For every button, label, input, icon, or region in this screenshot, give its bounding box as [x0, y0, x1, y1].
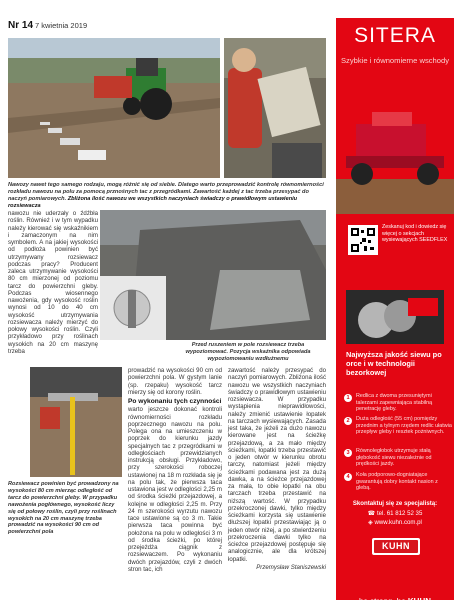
- article-subheading: Po wykonaniu tych czynności: [128, 398, 222, 405]
- photo-measuring-containers: [224, 38, 326, 178]
- caption-middle: Przed ruszeniem w pole rozsiewacz trzeba wypoziomować. Pozycja wskaźnika odpowiada wypoziomowaniu wzdłużnemu: [185, 342, 311, 362]
- article-col1: nawozu nie uderzały o źdźbła roślin. Również i w tym wypadku należy kierować się wskaźnikiem i zamaczonym na nim symbolem. A na jakiej wysokości od podłoża powinien być utrzymywany rozsiewacz podczas pracy? Producent zaleca utrzymywanie wysokości 80 cm mierzonej od poziomu tarcz do powierzchni gleby. Podczas wiosennego nawożenia, gdy wysokość roślin wynosi od 10 do 40 cm wysokość utrzymywania rozsiewacza należy mierzyć do połowy wysokości roślin. Czyli przykładowo przy roślinach wysokich na 20 cm maszynę trzeba: [8, 210, 98, 355]
- photo-spreader-indicator: [100, 210, 326, 340]
- contact-phone[interactable]: [336, 510, 454, 518]
- article-col2-body: warto jeszcze dokonać kontroli równomierności rozkładu poprzecznego nawozu na polu. Polega ona na umieszczeniu w poprzek do kierunku jazdy specjalnych tac z przegródkami w odległościach przewidzianych instrukcją obsługi. Przykładowo, przy szerokości roboczej ustawionej na 18 m rozkłada się je na polu tak, że pierwsza taca ustawiona jest w odległości 2,25 m od środka ścieżki przejazdowej, a kolejne w odległości 2,25 m. Przy 24 m szerokości wyrzutu nawozu tace ustawione są co 3 m. Takie pierwsza taca powinna być położona na polu w odległości 3 m od środka ścieżki, po której przejeżdża ciągnik z rozsiewaczem. Po wykonaniu dwóch przejazdów, czyli z dwóch stron tac, ich: [128, 406, 222, 573]
- article-col3-body: zawartość należy przesypać do naczyń pomiarowych. Zbliżona ilość nawozu we wszystkich naczyniach świadczy o prawidłowym ustawieniu rozsiewacza. W przypadku wystąpienia nieprawidłowości, należy zmienić ustawienie łopatek na tarczach wysiewających. Zasada jest taka, że jeżeli za dużo nawozu kierowane jest na ścieżkę przejazdową, a za mało między ścieżkami, łopatki trzeba przestawić o jeden otwór w kierunku obrotu tarczy, natomiast jeżeli między ścieżkami podawana jest za dużą dawka, a na ścieżce przejazdowej za mała, to obie łopatki na obu tarczach trzeba przestawić na niższą wartość. W przypadku przekroczonej dawki, tylko między ścieżkami korzysta się ustawienie dłuższej łopatki przestawiając ją o jeden otwór niżej, a po stwierdzeniu przekroczenia dawki tylko na ścieżce przejazdowej postępuje się analogicznie, ale dla krótszej łopatki.: [228, 367, 326, 563]
- qr-caption: Zeskanuj kod i dowiedz się więcej o sekcjach wysiewających SEEDFLEX: [382, 224, 448, 244]
- kuhn-logo-text: KUHN: [382, 541, 410, 551]
- feature-number: 3: [344, 449, 352, 457]
- phone-number: tel. 61 812 52 35: [376, 510, 423, 517]
- slogan-prefix: be strong, be: [358, 597, 408, 606]
- feature-number: 2: [344, 417, 352, 425]
- website-link: www.kuhn.com.pl: [374, 519, 422, 526]
- feature-item: [344, 393, 452, 413]
- issue-date: 7 kwietnia 2019: [35, 21, 88, 30]
- caption-bottom-rest: W przypadku nawożenia pogłównego, wysokość liczy się od połowy roślin, czyli przy roślinach wysokich na 20 cm maszynę trzeba prowadzić na wysokości 90 cm od powierzchni pola: [8, 494, 118, 536]
- kuhn-logo[interactable]: [372, 538, 420, 555]
- feature-text: Duża odległość (55 cm) pomiędzy przednim a tylnym rzędem redlic ułatwia przepływ gleby i resztek pożniwnych.: [356, 416, 452, 436]
- photo-tractor-trays: [8, 38, 220, 178]
- article-col3: [228, 367, 326, 571]
- article-col2: [128, 367, 222, 573]
- caption-top-text: Nawozy nawet tego samego rodzaju, mogą różnić się od siebie. Dlatego warto przeprowadzić kontrolę równomierności rozkładu nawozu na polu za pomocą prznośnych tac z przegródkami. Zawartość każdej z tac trzeba przesypać do naczyń pomiarowych.: [8, 182, 324, 202]
- caption-bottom-lead: Rozsiewacz powinien być prowadzony na wysokości 80 cm mierząc odległość od tarcz do powierzchni gleby.: [8, 481, 119, 501]
- feature-item: [344, 472, 452, 492]
- feature-text: Równoległobok utrzymuje stałą głębokość siewu niezależnie od prędkości jazdy.: [356, 448, 432, 468]
- contact-label: Skontaktuj się ze specjalistą:: [352, 500, 438, 507]
- caption-top: [8, 182, 326, 210]
- feature-text: Redlica z dwoma przesuniętymi talerzami zapewniająca stabilną penetrację gleby.: [356, 393, 433, 413]
- feature-item: [344, 416, 452, 436]
- ad-tagline: Szybkie i równomierne wschody: [340, 56, 450, 65]
- contact-website[interactable]: [336, 519, 454, 527]
- photo-disc-height: [30, 367, 122, 477]
- feature-number: 4: [344, 473, 352, 481]
- article-author: Przemysław Staniszewski: [256, 563, 326, 571]
- globe-icon: ◈: [368, 519, 375, 526]
- feature-text: Koła podporowo-dogniatające gwarantują dobry kontakt nasion z glebą.: [356, 472, 438, 492]
- feature-number: 1: [344, 394, 352, 402]
- caption-bottom: [8, 481, 122, 536]
- ad-disc-image: [346, 290, 444, 344]
- caption-top-bold: Zbliżona ilość nawozu we wszystkich naczyniach świadczy o prawidłowym ustawieniu rozsiewacza: [8, 195, 298, 209]
- feature-item: [344, 448, 452, 468]
- issue-number: Nr 14: [8, 20, 34, 31]
- ad-headline: Najwyższa jakość siewu po orce i w technologii bezorkowej: [346, 350, 442, 377]
- phone-icon: ☎: [367, 510, 377, 517]
- ad-brand: SITERA: [354, 24, 436, 47]
- slogan-brand: KUHN: [407, 597, 432, 606]
- qr-code[interactable]: [348, 225, 378, 255]
- kuhn-advertisement[interactable]: [336, 18, 454, 606]
- article-col2-intro: prowadzić na wysokości 90 cm od powierzchni pola. W gystym lanie (sp. rzepaku) wysokość tarcz mierzy się od korony roślin.: [128, 367, 222, 396]
- ad-slogan: [336, 597, 454, 606]
- ad-seeder-image: [336, 84, 454, 214]
